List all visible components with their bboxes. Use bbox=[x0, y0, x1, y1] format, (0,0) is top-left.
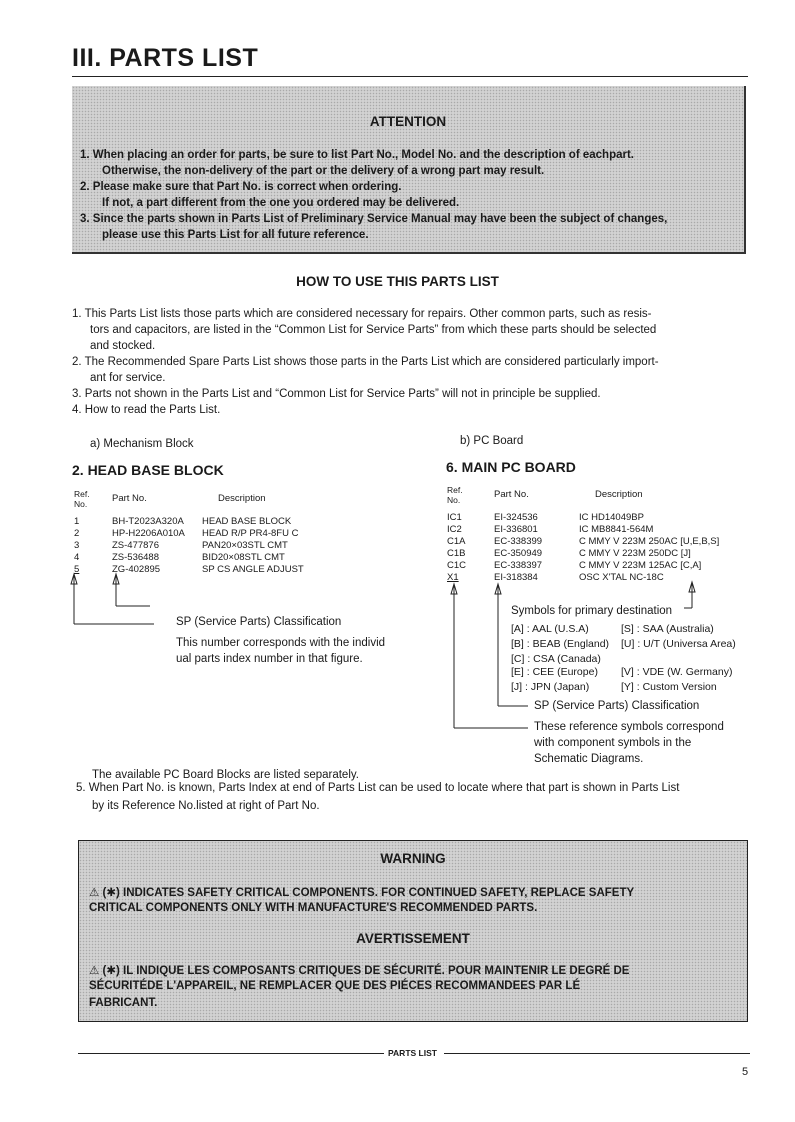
pcb-row-desc: C MMY V 223M 125AC [C,A] bbox=[579, 560, 702, 571]
page-title: III. PARTS LIST bbox=[72, 44, 259, 72]
symbol-left: [A] : AAL (U.S.A) bbox=[511, 623, 589, 635]
symbol-right: [S] : SAA (Australia) bbox=[621, 623, 714, 635]
attention-box bbox=[72, 86, 746, 254]
pcb-row-ref: C1C bbox=[447, 560, 467, 571]
warning-line-4: SÉCURITÉDE L'APPAREIL, NE REMPLACER QUE DES PIÉCES RECOMMANDEES PAR LÉ bbox=[89, 980, 581, 992]
mech-row-desc: HEAD R/P PR4-8FU C bbox=[202, 528, 299, 539]
warning-line-3: ⚠ (✱) IL INDIQUE LES COMPOSANTS CRITIQUES DE SÉCURITÉ. POUR MAINTENIR LE DEGRÉ DE bbox=[89, 965, 630, 977]
pcboard-ref-note-2: with component symbols in the bbox=[534, 737, 692, 749]
footer-rule-left bbox=[78, 1053, 384, 1054]
pcb-row-ref: IC1 bbox=[447, 512, 462, 523]
avertissement-heading: AVERTISSEMENT bbox=[356, 931, 470, 946]
pcb-row-part: EI-336801 bbox=[494, 524, 538, 535]
mech-row-ref: 1 bbox=[74, 516, 80, 527]
page-number: 5 bbox=[742, 1066, 749, 1078]
mech-col-ref-1: Ref. bbox=[74, 489, 90, 499]
pcb-row-desc: IC HD14049BP bbox=[579, 512, 644, 523]
howto-line-9: by its Reference No.listed at right of Part No. bbox=[92, 800, 320, 812]
mech-row-ref: 2 bbox=[74, 528, 80, 539]
mechanism-index-note-1: This number corresponds with the individ bbox=[176, 637, 386, 649]
pcb-row-part: EC-350949 bbox=[494, 548, 543, 559]
mech-row-part: ZS-536488 bbox=[112, 552, 160, 563]
pcb-row-desc: C MMY V 223M 250DC [J] bbox=[579, 548, 691, 559]
pcboard-ref-note-3: Schematic Diagrams. bbox=[534, 753, 644, 765]
pcb-row-part: EI-324536 bbox=[494, 512, 538, 523]
mech-row-ref: 5 bbox=[74, 564, 80, 575]
pcb-col-desc: Description bbox=[595, 489, 643, 500]
mech-row-desc: SP CS ANGLE ADJUST bbox=[202, 564, 304, 575]
attention-heading: ATTENTION bbox=[369, 114, 447, 129]
pcb-blocks-note: The available PC Board Blocks are listed separately. bbox=[92, 769, 359, 781]
mechanism-sp-label: SP (Service Parts) Classification bbox=[176, 616, 342, 628]
mech-col-part: Part No. bbox=[112, 493, 147, 504]
attention-line-6: please use this Parts List for all future reference. bbox=[102, 229, 369, 241]
mech-col-desc: Description bbox=[218, 493, 266, 504]
symbol-left: [B] : BEAB (England) bbox=[511, 638, 610, 650]
howto-line-1: 1. This Parts List lists those parts which are considered necessary for repairs. Other common parts, such as resis- bbox=[72, 308, 652, 320]
pcb-row-ref: X1 bbox=[447, 572, 459, 583]
title-rule bbox=[72, 76, 748, 77]
attention-line-5: 3. Since the parts shown in Parts List of Preliminary Service Manual may have been the subject of changes, bbox=[80, 213, 668, 225]
pcboard-sp-label: SP (Service Parts) Classification bbox=[534, 700, 700, 712]
mechanism-callout-lines bbox=[68, 572, 168, 632]
mechanism-title: 2. HEAD BASE BLOCK bbox=[72, 462, 224, 478]
howto-line-3: and stocked. bbox=[90, 340, 156, 352]
pcb-col-part: Part No. bbox=[494, 489, 529, 500]
pcb-row-ref: C1A bbox=[447, 536, 466, 547]
symbol-right: [Y] : Custom Version bbox=[621, 681, 717, 693]
pcb-row-ref: C1B bbox=[447, 548, 466, 559]
mech-row-desc: PAN20×03STL CMT bbox=[202, 540, 288, 551]
pcb-row-part: EC-338397 bbox=[494, 560, 543, 571]
symbol-right: [V] : VDE (W. Germany) bbox=[621, 666, 733, 678]
attention-line-1: 1. When placing an order for parts, be sure to list Part No., Model No. and the description of eachpart. bbox=[80, 149, 634, 161]
footer-rule-right bbox=[444, 1053, 750, 1054]
mech-row-part: HP-H2206A010A bbox=[112, 528, 185, 539]
pcboard-caption: b) PC Board bbox=[460, 435, 524, 447]
symbol-left: [E] : CEE (Europe) bbox=[511, 666, 598, 678]
howto-line-8: 5. When Part No. is known, Parts Index at end of Parts List can be used to locate where that part is shown in Parts List bbox=[76, 782, 680, 794]
symbol-left: [C] : CSA (Canada) bbox=[511, 653, 601, 665]
mechanism-index-note-2: ual parts index number in that figure. bbox=[176, 653, 363, 665]
warning-box bbox=[78, 840, 748, 1022]
symbol-right: [U] : U/T (Universa Area) bbox=[621, 638, 736, 650]
attention-line-3: 2. Please make sure that Part No. is correct when ordering. bbox=[80, 181, 402, 193]
attention-line-2: Otherwise, the non-delivery of the part or the delivery of a wrong part may result. bbox=[102, 165, 545, 177]
howto-line-2: tors and capacitors, are listed in the “Common List for Service Parts” from which these parts should be selected bbox=[90, 324, 657, 336]
symbols-heading: Symbols for primary destination bbox=[511, 605, 673, 617]
attention-line-4: If not, a part different from the one you ordered may be delivered. bbox=[102, 197, 460, 209]
pcb-row-ref: IC2 bbox=[447, 524, 462, 535]
mech-row-part: ZS-477876 bbox=[112, 540, 160, 551]
warning-heading: WARNING bbox=[380, 851, 446, 866]
pcboard-ref-note-1: These reference symbols correspond bbox=[534, 721, 724, 733]
mech-row-desc: HEAD BASE BLOCK bbox=[202, 516, 292, 527]
howto-line-4: 2. The Recommended Spare Parts List shows those parts in the Parts List which are considered particularly import- bbox=[72, 356, 659, 368]
mech-row-part: BH-T2023A320A bbox=[112, 516, 184, 527]
pcb-row-desc: C MMY V 223M 250AC [U,E,B,S] bbox=[579, 536, 720, 547]
mech-row-desc: BID20×08STL CMT bbox=[202, 552, 285, 563]
pcboard-title: 6. MAIN PC BOARD bbox=[446, 459, 576, 475]
footer-label: PARTS LIST bbox=[388, 1048, 437, 1058]
mech-row-ref: 4 bbox=[74, 552, 80, 563]
pcb-row-part: EC-338399 bbox=[494, 536, 543, 547]
pcb-row-desc: IC MB8841-564M bbox=[579, 524, 654, 535]
pcb-col-ref-2: No. bbox=[447, 495, 461, 505]
pcb-row-part: EI-318384 bbox=[494, 572, 538, 583]
warning-line-1: ⚠ (✱) INDICATES SAFETY CRITICAL COMPONENTS. FOR CONTINUED SAFETY, REPLACE SAFETY bbox=[89, 887, 635, 899]
warning-line-5: FABRICANT. bbox=[89, 997, 158, 1009]
pcb-row-desc: OSC X'TAL NC-18C bbox=[579, 572, 664, 583]
howto-line-5: ant for service. bbox=[90, 372, 166, 384]
warning-line-2: CRITICAL COMPONENTS ONLY WITH MANUFACTURE'S RECOMMENDED PARTS. bbox=[89, 902, 538, 914]
mechanism-caption: a) Mechanism Block bbox=[90, 438, 194, 450]
howto-line-6: 3. Parts not shown in the Parts List and “Common List for Service Parts” will not in principle be supplied. bbox=[72, 388, 601, 400]
mech-row-part: ZG-402895 bbox=[112, 564, 161, 575]
symbol-left: [J] : JPN (Japan) bbox=[511, 681, 590, 693]
pcb-col-ref-1: Ref. bbox=[447, 485, 463, 495]
mech-col-ref-2: No. bbox=[74, 499, 88, 509]
howto-line-7: 4. How to read the Parts List. bbox=[72, 404, 221, 416]
mech-row-ref: 3 bbox=[74, 540, 80, 551]
howto-heading: HOW TO USE THIS PARTS LIST bbox=[296, 274, 499, 289]
